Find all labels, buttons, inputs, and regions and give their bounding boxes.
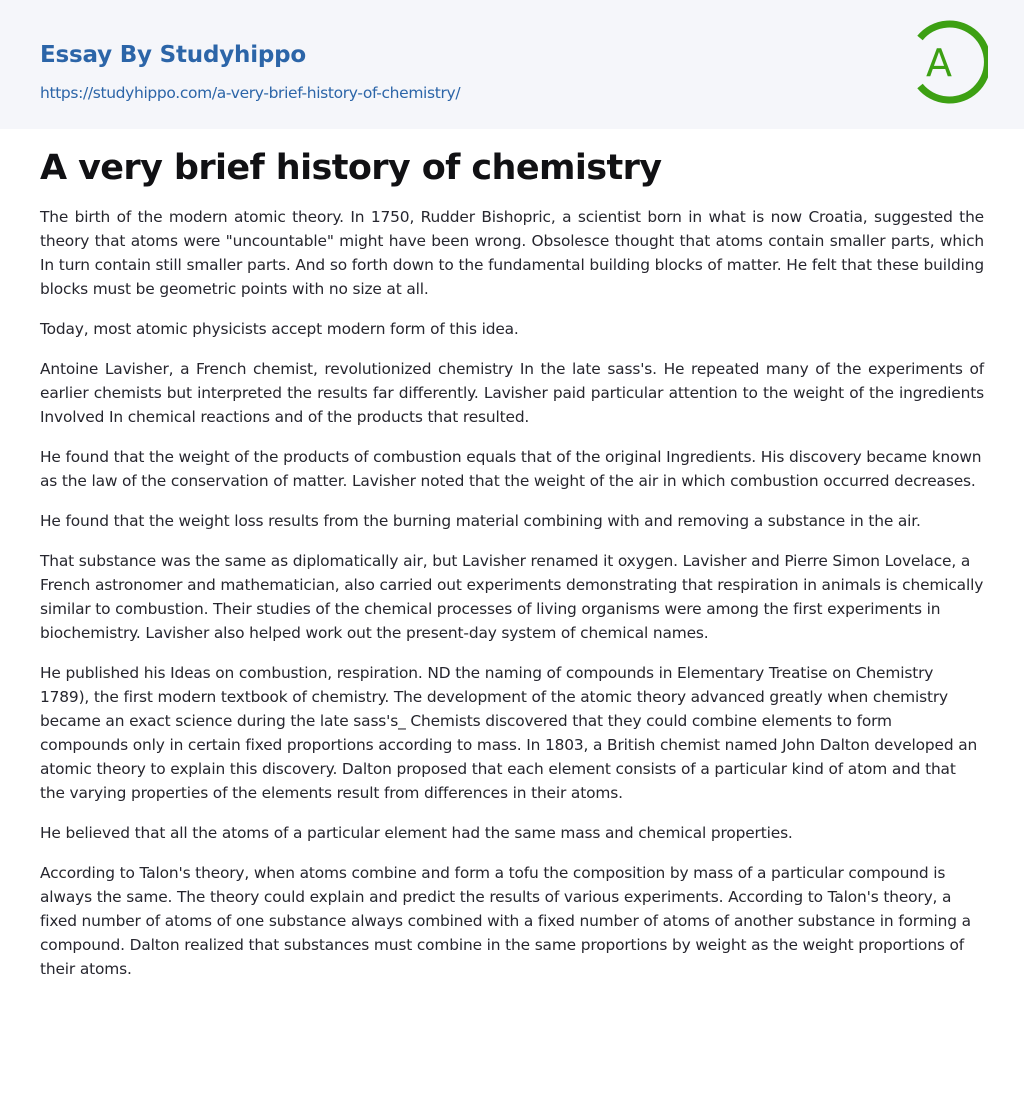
paragraph: He believed that all the atoms of a particular element had the same mass and chemical properties.: [40, 824, 793, 842]
paragraph: He published his Ideas on combustion, respiration. ND the naming of compounds in Elementary Treatise on Chemistry 1789), the first modern textbook of chemistry. The development of the atomic theory advanced greatly when chemistry became an exact science during the late sass's_ Chemists discovered that they could combine elements to form compounds only in certain fixed proportions according to mass. In 1803, a British chemist named John Dalton developed an atomic theory to explain this discovery. Dalton proposed that each element consists of a particular kind of atom and that the varying properties of the elements result from differences in their atoms.: [40, 664, 978, 802]
essay-url-link[interactable]: https://studyhippo.com/a-very-brief-history-of-chemistry/: [40, 84, 461, 102]
paragraph: He found that the weight of the products of combustion equals that of the original Ingredients. His discovery became known as the law of the conservation of matter. Lavisher noted that the weight of the air in which combustion occurred decreases.: [40, 448, 982, 490]
paragraph: That substance was the same as diplomatically air, but Lavisher renamed it oxygen. Lavisher and Pierre Simon Lovelace, a French astronomer and mathematician, also carried out experiments demonstrating that respiration in animals is chemically similar to combustion. Their studies of the chemical processes of living organisms were among the first experiments in biochemistry. Lavisher also helped work out the present-day system of chemical names.: [40, 552, 984, 642]
site-header: [0, 0, 1024, 129]
paragraph: Today, most atomic physicists accept modern form of this idea.: [40, 320, 519, 338]
article-body: [40, 205, 984, 981]
paragraph: The birth of the modern atomic theory. In 1750, Rudder Bishopric, a scientist born in what is now Croatia, suggested the theory that atoms were "uncountable" might have been wrong. Obsolesce thought that atoms contain smaller parts, which In turn contain still smaller parts. And so forth down to the fundamental building blocks of matter. He felt that these building blocks must be geometric points with no size at all.: [40, 208, 984, 298]
brand-title: Essay By Studyhippo: [40, 42, 307, 68]
paragraph: He found that the weight loss results from the burning material combining with and removing a substance in the air.: [40, 512, 921, 530]
logo-letter: A: [926, 41, 952, 85]
paragraph: According to Talon's theory, when atoms combine and form a tofu the composition by mass of a particular compound is always the same. The theory could explain and predict the results of various experiments. According to Talon's theory, a fixed number of atoms of one substance always combined with a fixed number of atoms of another substance in forming a compound. Dalton realized that substances must combine in the same proportions by weight as the weight proportions of their atoms.: [40, 864, 971, 978]
page-title: A very brief history of chemistry: [40, 148, 662, 188]
studyhippo-logo-icon[interactable]: [910, 18, 988, 106]
paragraph: Antoine Lavisher, a French chemist, revolutionized chemistry In the late sass's. He repeated many of the experiments of earlier chemists but interpreted the results far differently. Lavisher paid particular attention to the weight of the ingredients Involved In chemical reactions and of the products that resulted.: [40, 360, 984, 426]
